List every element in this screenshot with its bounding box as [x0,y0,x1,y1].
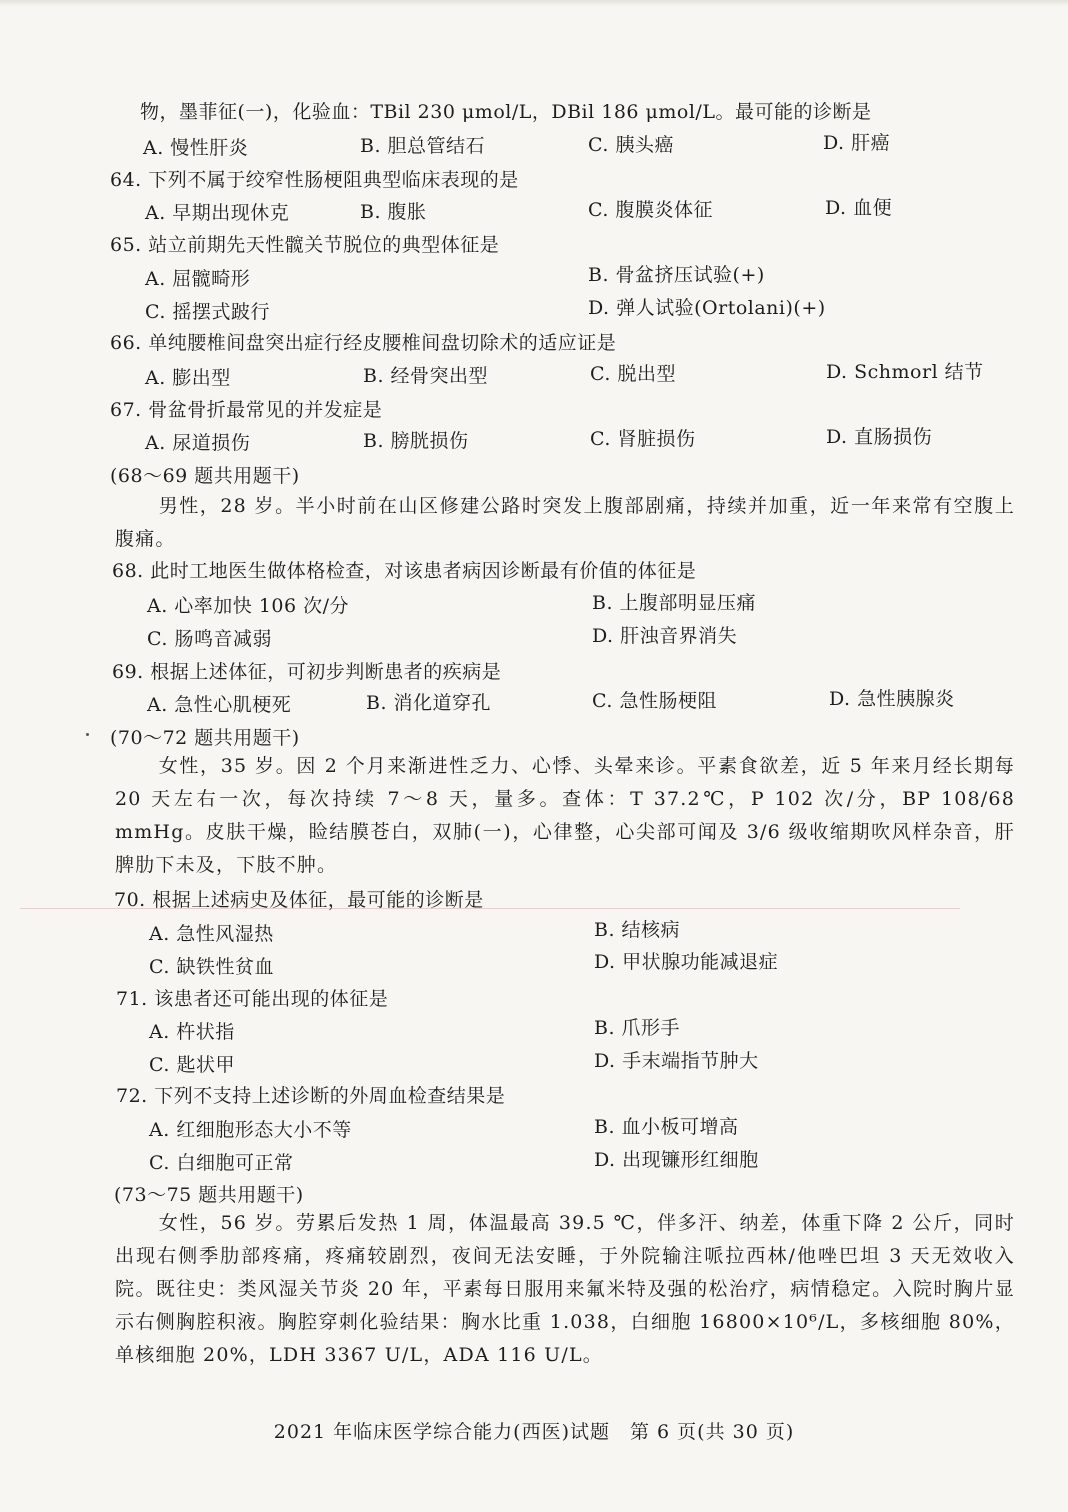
q70-option-d: D. 甲状腺功能减退症 [594,951,779,973]
scan-edge [0,0,1068,6]
q69-option-b: B. 消化道穿孔 [366,692,492,714]
q69-option-c: C. 急性肠梗阻 [592,690,717,712]
q68-option-d: D. 肝浊音界消失 [592,625,738,647]
q66-option-c: C. 脱出型 [590,363,676,385]
q72-option-b: B. 血小板可增高 [594,1116,739,1138]
q71-option-d: D. 手末端指节肿大 [594,1050,759,1072]
q72-stem: 72. 下列不支持上述诊断的外周血检查结果是 [116,1085,506,1107]
group-70-72-header: (70～72 题共用题干) [110,727,300,749]
q72-option-a: A. 红细胞形态大小不等 [149,1119,352,1141]
q63-option-b: B. 胆总管结石 [360,135,486,157]
q64-stem: 64. 下列不属于绞窄性肠梗阻典型临床表现的是 [110,169,519,191]
q65-option-b: B. 骨盆挤压试验(+) [588,264,765,286]
q65-option-d: D. 弹人试验(Ortolani)(+) [588,297,826,319]
q67-option-d: D. 直肠损伤 [826,426,933,448]
q70-option-a: A. 急性风湿热 [149,923,274,945]
q65-stem: 65. 站立前期先天性髋关节脱位的典型体征是 [110,234,500,256]
group-70-72-stem: 女性，35 岁。因 2 个月来渐进性乏力、心悸、头晕来诊。平素食欲差，近 5 年来月经长期每 20 天左右一次，每次持续 7～8 天，量多。查体：T 37.2℃，P 102 次/分，BP 108/68 mmHg。皮肤干燥，睑结膜苍白，双肺(一)，心律整，心尖部可闻及 3/6 级收缩期吹风样杂音，肝脾肋下未及，下肢不肿。 [115,755,1015,876]
q69-option-d: D. 急性胰腺炎 [829,688,955,710]
group-73-75-stem: 女性，56 岁。劳累后发热 1 周，体温最高 39.5 ℃，伴多汗、纳差，体重下降 2 公斤，同时出现右侧季肋部疼痛，疼痛较剧烈，夜间无法安睡，于外院输注哌拉西林/他唑巴坦 3 天无效收入院。既往史：类风湿关节炎 20 年，平素每日服用来氟米特及强的松治疗，病情稳定。入院时胸片显示右侧胸腔积液。胸腔穿刺化验结果：胸水比重 1.038，白细胞 16800×10⁶/L，多核细胞 80%，单核细胞 20%，LDH 3367 U/L，ADA 116 U/L。 [115,1212,1015,1366]
q66-option-d: D. Schmorl 结节 [826,361,984,383]
q68-stem: 68. 此时工地医生做体格检查，对该患者病因诊断最有价值的体征是 [112,560,697,582]
group-73-75-header: (73～75 题共用题干) [114,1184,304,1206]
q67-option-a: A. 尿道损伤 [145,432,251,454]
scan-speck [86,733,89,736]
q64-option-a: A. 早期出现休克 [145,202,290,224]
q70-option-c: C. 缺铁性贫血 [149,956,274,978]
q72-option-c: C. 白细胞可正常 [149,1152,294,1174]
q71-option-a: A. 杵状指 [149,1021,235,1043]
group-68-69-stem: 男性，28 岁。半小时前在山区修建公路时突发上腹部剧痛，持续并加重，近一年来常有空腹上腹痛。 [115,495,1015,550]
q63-option-d: D. 肝癌 [823,132,891,154]
q64-option-b: B. 腹胀 [360,201,427,223]
q66-option-b: B. 经骨突出型 [363,365,489,387]
q63-option-a: A. 慢性肝炎 [143,137,249,159]
q65-option-a: A. 屈髋畸形 [145,268,251,290]
q63-stem-tail: 物，墨菲征(一)，化验血：TBil 230 μmol/L，DBil 186 μmol/L。最可能的诊断是 [140,101,872,123]
q71-option-b: B. 爪形手 [594,1017,681,1039]
q67-stem: 67. 骨盆骨折最常见的并发症是 [110,399,383,421]
q68-option-a: A. 心率加快 106 次/分 [147,595,350,617]
q66-stem: 66. 单纯腰椎间盘突出症行经皮腰椎间盘切除术的适应证是 [110,332,617,354]
q67-option-c: C. 肾脏损伤 [590,428,696,450]
group-68-69-header: (68～69 题共用题干) [110,465,300,487]
q70-stem: 70. 根据上述病史及体征，最可能的诊断是 [114,889,484,911]
q65-option-c: C. 摇摆式跛行 [145,301,270,323]
q64-option-d: D. 血便 [825,197,893,219]
q71-option-c: C. 匙状甲 [149,1054,235,1076]
q67-option-b: B. 膀胱损伤 [363,430,469,452]
q69-option-a: A. 急性心肌梗死 [147,694,292,716]
q72-option-d: D. 出现镰形红细胞 [594,1149,759,1171]
q71-stem: 71. 该患者还可能出现的体征是 [116,988,389,1010]
q70-option-b: B. 结核病 [594,919,681,941]
q68-option-c: C. 肠鸣音减弱 [147,628,272,650]
q64-option-c: C. 腹膜炎体征 [588,199,713,221]
page-footer: 2021 年临床医学综合能力(西医)试题 第 6 页(共 30 页) [273,1421,795,1443]
q69-stem: 69. 根据上述体征，可初步判断患者的疾病是 [112,661,502,683]
q68-option-b: B. 上腹部明显压痛 [592,592,757,614]
q66-option-a: A. 膨出型 [145,367,231,389]
q63-option-c: C. 胰头癌 [588,134,674,156]
